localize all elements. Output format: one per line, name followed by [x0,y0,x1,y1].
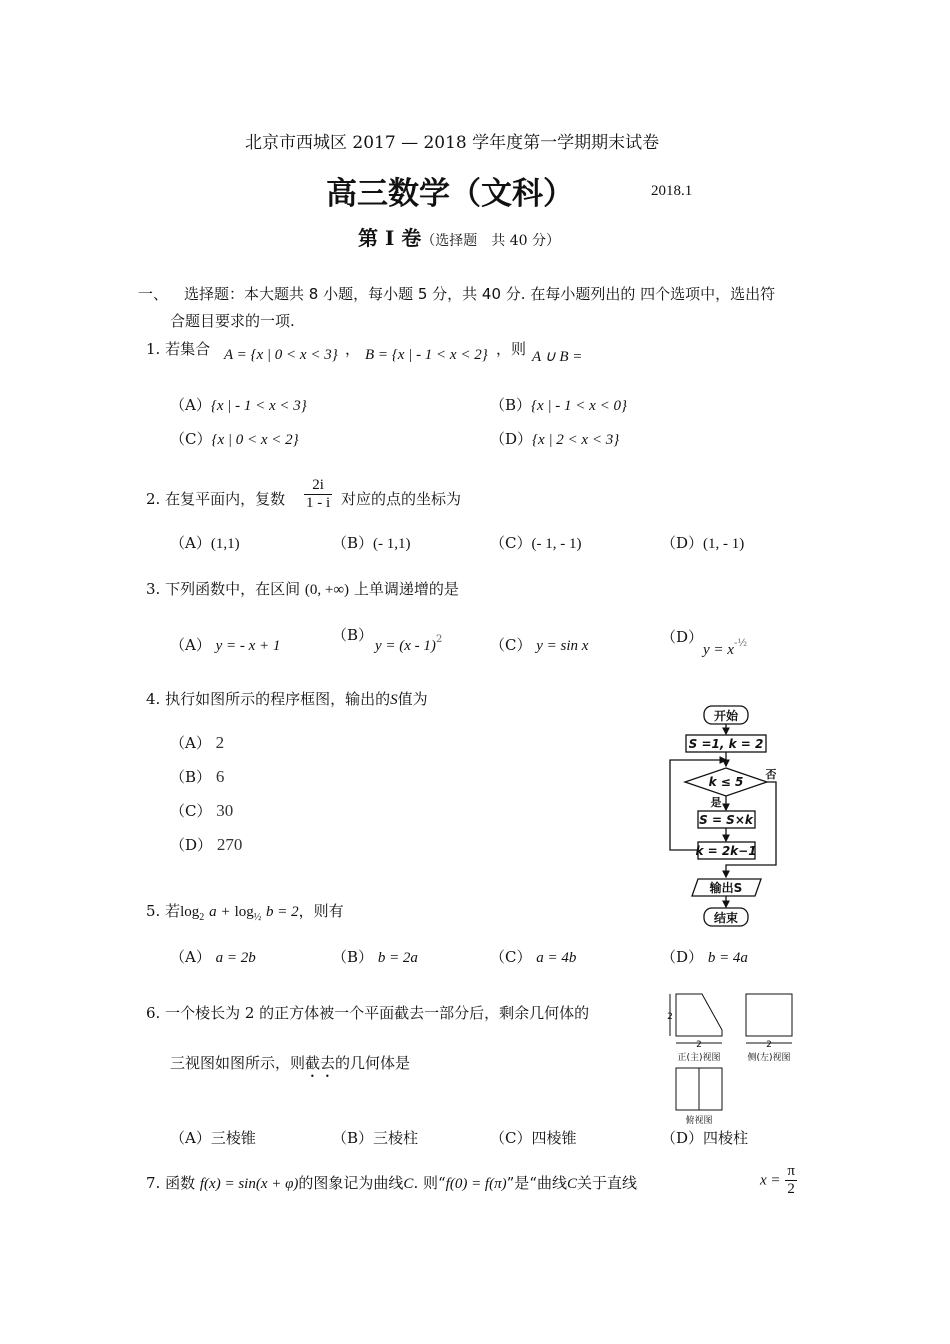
q5-plus: + [221,904,230,920]
q3-text-a: 下列函数中，在区间 [165,580,301,598]
q4-text-a: 执行如图所示的程序框图，输出的 [165,690,391,708]
q4-number: 4. [146,690,161,708]
front-view-dim-v: 2 [667,1012,673,1022]
q2-text-b: 对应的点的坐标为 [341,490,462,508]
q7-text-c: . 则“ [413,1174,446,1192]
q6-option-b[interactable]: （B）三棱柱 [332,1129,419,1147]
question-1 [146,338,210,359]
front-view-shape [676,994,722,1036]
section-number: 一、 [138,285,169,303]
three-views-figure [664,990,798,1128]
q6-emphasis: 截去 [305,1054,336,1072]
q1-option-d[interactable]: （D）{x | 2 < x < 3} [490,430,620,448]
question-3 [146,578,459,599]
section-instructions-1: 选择题：本大题共 8 小题，每小题 5 分，共 40 分. 在每小题列出的 四个选项中，选出符 [184,285,776,303]
q3-option-b-value[interactable]: y = (x - 1)$^2$ [375,634,443,654]
flow-step2-text: k = 2k−1 [695,844,757,858]
question-5 [146,900,344,923]
q7-text-a: 函数 [165,1174,196,1192]
q1-option-a[interactable]: （A）{x | - 1 < x < 3} [170,396,307,414]
q3-option-c[interactable]: （C） y = sin x [490,636,589,654]
question-2 [146,488,285,509]
q4-option-a[interactable]: （A） 2 [170,733,225,752]
q3-number: 3. [146,580,161,598]
q2-option-b[interactable]: （B）(- 1,1) [332,534,411,552]
q2-fraction [304,477,332,513]
q5-text-a: 若 [165,902,181,920]
q1-option-b[interactable]: （B）{x | - 1 < x < 0} [490,396,627,414]
q7-frac-num: π [785,1163,797,1181]
q7-number: 7. [146,1174,161,1192]
question-7 [146,1172,637,1193]
q5-option-c[interactable]: （C） a = 4b [490,948,577,966]
q4-var: S [390,692,398,708]
q2-text-a: 在复平面内，复数 [165,490,286,508]
q7-text-d: ”是“曲线 [506,1174,567,1192]
q1-text-b: ，则 [496,340,527,358]
side-view-shape [746,994,792,1036]
flow-end-text: 结束 [713,911,739,925]
q3-option-a[interactable]: （A） y = - x + 1 [170,636,281,654]
q6-number: 6. [146,1004,161,1022]
q5-arg2: b = 2 [266,904,299,920]
q5-number: 5. [146,902,161,920]
q2-frac-den: 1 - i [306,495,331,512]
exam-subtitle: 北京市西城区 2017 — 2018 学年度第一学期期末试卷 [245,133,660,153]
flow-no-text: 否 [765,768,777,781]
q5-base1: 2 [199,912,205,923]
q2-number: 2. [146,490,161,508]
flowchart [660,700,795,932]
q7-text-e: 关于直线 [576,1174,637,1192]
q6-option-c[interactable]: （C）四棱锥 [490,1129,577,1147]
question-4 [146,688,428,709]
side-view-label: 侧(左)视图 [747,1053,791,1063]
q7-curve-2: C [566,1176,577,1192]
q2-option-a[interactable]: （A）(1,1) [170,534,240,552]
flow-cond-text: k ≤ 5 [708,775,744,789]
q1-sep: ， [345,340,361,358]
section-instructions-2: 合题目要求的一项. [170,312,295,330]
exam-title: 高三数学（文科） [326,176,574,212]
q3-option-d-value[interactable]: $y = x^{-\frac{1}{2}}$ [703,638,748,658]
front-view-dim-h: 2 [696,1040,702,1050]
q4-option-c[interactable]: （C） 30 [170,801,234,820]
q4-option-d[interactable]: （D） 270 [170,835,243,854]
q6-line1: 一个棱长为 2 的正方体被一个平面截去一部分后，剩余几何体的 [165,1004,590,1022]
q5-arg1: a [209,904,217,920]
q5-log2: log [234,904,254,920]
q1-set-a: A = {x | 0 < x < 3} [224,347,338,363]
q5-log1: log [180,904,200,920]
q1-number: 1. [146,340,161,358]
q1-text-a: 若集合 [165,340,211,358]
q7-curve: C [403,1176,414,1192]
flow-output-text: 输出S [709,881,743,895]
volume-note: （选择题 共 40 分） [421,233,560,249]
q6-option-d[interactable]: （D）四棱柱 [661,1129,749,1147]
flow-start-text: 开始 [713,709,739,723]
side-view-dim-h: 2 [766,1040,772,1050]
q5-option-a[interactable]: （A） a = 2b [170,948,256,966]
q4-option-b[interactable]: （B） 6 [170,767,225,786]
q7-cond: f(0) = f(π) [445,1176,507,1192]
q3-option-b-label[interactable]: （B） [332,626,374,644]
q3-text-b: 上单调递增的是 [353,580,459,598]
flow-step1-text: S = S×k [699,813,753,827]
front-view-label: 正(主)视图 [677,1053,721,1063]
question-6-line2: 三视图如图所示，则截去的几何体是 [170,1054,411,1072]
q3-option-d-label[interactable]: （D） [661,628,704,646]
question-6 [146,1002,589,1023]
flow-init-text: S =1, k = 2 [688,737,764,751]
volume-main: 第 I 卷 [358,226,422,250]
q5-text-b: ，则有 [298,902,344,920]
q2-frac-num: 2i [304,477,332,495]
q4-text-b: 值为 [397,690,428,708]
q5-option-d[interactable]: （D） b = 4a [661,948,748,966]
q1-set-b: B = {x | - 1 < x < 2} [365,347,488,363]
q1-expr: A ∪ B = [532,349,583,365]
flow-yes-text: 是 [710,796,722,809]
q1-option-c[interactable]: （C）{x | 0 < x < 2} [170,430,299,448]
q2-option-c[interactable]: （C）(- 1, - 1) [490,534,582,552]
exam-date: 2018.1 [651,183,693,199]
q7-func: f(x) = sin(x + φ) [199,1176,299,1192]
q5-base2: ½ [253,912,262,923]
q7-text-b: 的图象记为曲线 [298,1174,404,1192]
q6-option-a[interactable]: （A）三棱锥 [170,1129,256,1147]
q7-frac-den: 2 [787,1181,795,1198]
q7-line-eq: x = $\frac{\pi}{2}$ [760,1163,795,1198]
q2-option-d[interactable]: （D）(1, - 1) [661,534,745,552]
volume-heading [358,222,560,251]
q5-option-b[interactable]: （B） b = 2a [332,948,418,966]
q3-interval: (0, +∞) [304,582,350,598]
top-view-label: 俯视图 [685,1116,713,1126]
